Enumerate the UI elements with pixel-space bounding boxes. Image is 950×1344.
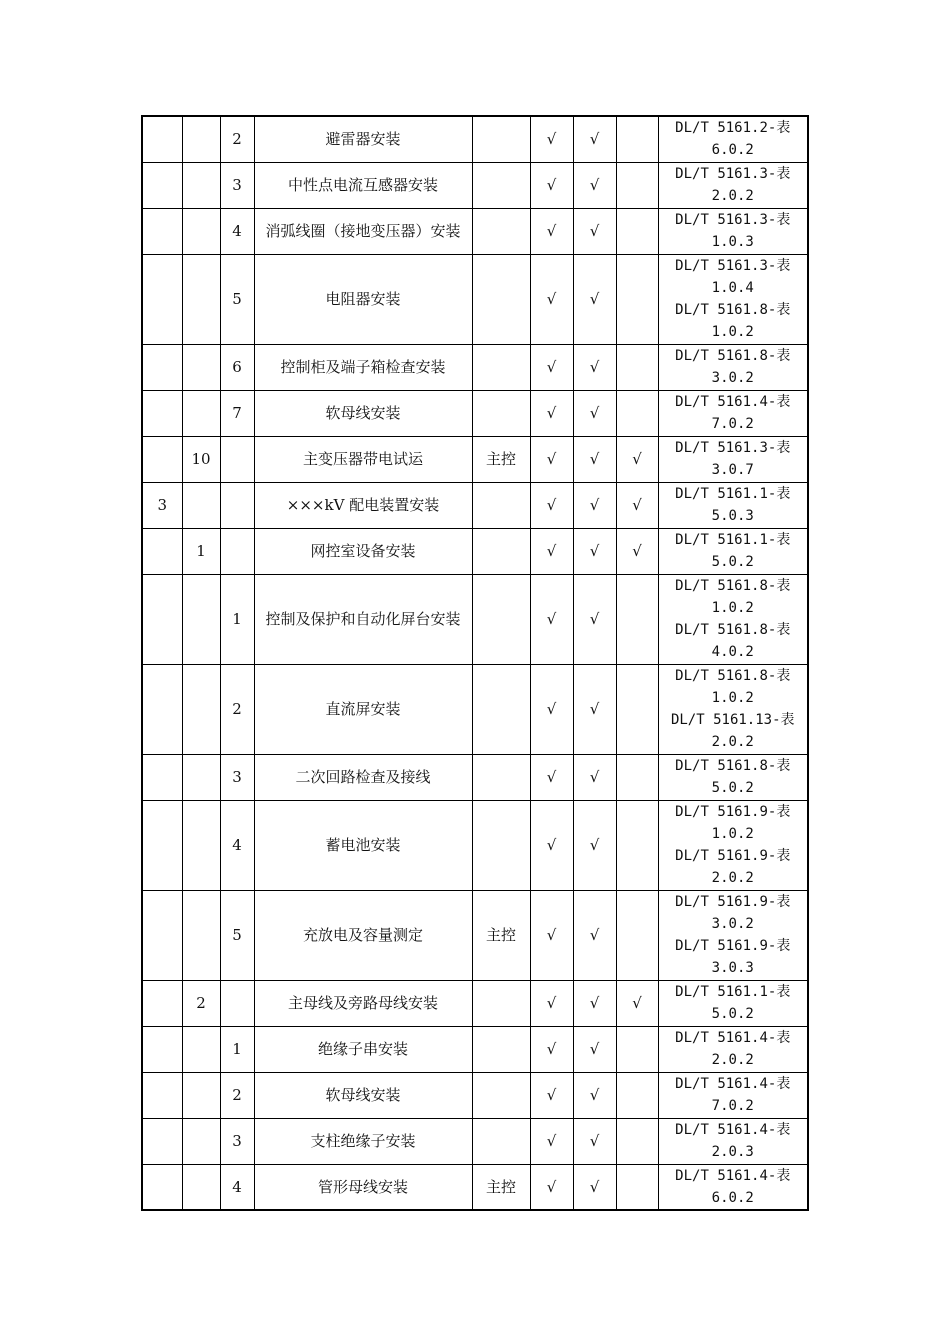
sub-project-number	[182, 574, 220, 664]
item-name: 网控室设备安装	[254, 528, 472, 574]
check-mark-2: √	[573, 1026, 616, 1072]
item-name: 主变压器带电试运	[254, 436, 472, 482]
item-name: 二次回路检查及接线	[254, 754, 472, 800]
control-point	[472, 1118, 530, 1164]
check-mark-1: √	[530, 754, 573, 800]
unit-project-number	[142, 344, 182, 390]
check-mark-2: √	[573, 482, 616, 528]
unit-project-number	[142, 1072, 182, 1118]
standard-reference-line: 1.0.2	[711, 826, 754, 842]
control-point: 主控	[472, 436, 530, 482]
check-mark-2: √	[573, 162, 616, 208]
item-number	[220, 482, 254, 528]
sub-project-number	[182, 1072, 220, 1118]
table-row	[142, 436, 808, 482]
table-row	[142, 664, 808, 754]
unit-project-number	[142, 980, 182, 1026]
item-name: 主母线及旁路母线安装	[254, 980, 472, 1026]
unit-project-number	[142, 1118, 182, 1164]
unit-project-number	[142, 574, 182, 664]
standard-reference-line: 6.0.2	[711, 142, 754, 159]
standard-reference-line: DL/T 5161.3-表	[675, 212, 791, 228]
standard-reference-line: 3.0.3	[711, 960, 754, 976]
standard-reference-line: 1.0.4	[711, 280, 754, 296]
item-number: 1	[220, 574, 254, 664]
standard-reference-line: DL/T 5161.9-表	[675, 848, 791, 864]
control-point	[472, 254, 530, 344]
control-point	[472, 482, 530, 528]
standard-reference-line: DL/T 5161.8-表	[675, 302, 791, 318]
item-name: 控制及保护和自动化屏台安装	[254, 574, 472, 664]
check-mark-2: √	[573, 890, 616, 980]
standard-reference-line: 2.0.2	[711, 870, 754, 886]
table-row	[142, 980, 808, 1026]
check-mark-1: √	[530, 1072, 573, 1118]
item-name: 中性点电流互感器安装	[254, 162, 472, 208]
sub-project-number	[182, 1026, 220, 1072]
unit-project-number	[142, 116, 182, 162]
check-mark-1: √	[530, 344, 573, 390]
standard-reference-line: 3.0.2	[711, 370, 754, 386]
check-mark-1: √	[530, 980, 573, 1026]
standard-reference	[658, 208, 808, 254]
control-point	[472, 1026, 530, 1072]
check-mark-2: √	[573, 528, 616, 574]
standard-reference-line: DL/T 5161.4-表	[675, 1030, 791, 1046]
table-row	[142, 116, 808, 162]
unit-project-number	[142, 890, 182, 980]
table-row	[142, 1118, 808, 1164]
check-mark-3	[616, 1072, 658, 1118]
standard-reference	[658, 1026, 808, 1072]
table-row	[142, 574, 808, 664]
table-row	[142, 482, 808, 528]
standard-reference	[658, 344, 808, 390]
unit-project-number	[142, 664, 182, 754]
control-point	[472, 390, 530, 436]
check-mark-2: √	[573, 800, 616, 890]
table-row	[142, 254, 808, 344]
sub-project-number	[182, 344, 220, 390]
item-name: 蓄电池安装	[254, 800, 472, 890]
standard-reference	[658, 116, 808, 162]
standard-reference-line: 3.0.2	[711, 916, 754, 932]
check-mark-1: √	[530, 390, 573, 436]
standard-reference	[658, 528, 808, 574]
item-name: 充放电及容量测定	[254, 890, 472, 980]
standard-reference	[658, 254, 808, 344]
unit-project-number	[142, 208, 182, 254]
standard-reference-line: 2.0.2	[711, 1052, 754, 1068]
control-point	[472, 980, 530, 1026]
table-row	[142, 1072, 808, 1118]
standard-reference-line: DL/T 5161.3-表	[675, 166, 791, 182]
check-mark-1: √	[530, 162, 573, 208]
item-name: 控制柜及端子箱检查安装	[254, 344, 472, 390]
control-point	[472, 574, 530, 664]
check-mark-2: √	[573, 254, 616, 344]
sub-project-number	[182, 1118, 220, 1164]
standard-reference-line: DL/T 5161.8-表	[675, 348, 791, 364]
check-mark-1: √	[530, 1026, 573, 1072]
item-name: 避雷器安装	[254, 116, 472, 162]
check-mark-3: √	[616, 980, 658, 1026]
standard-reference-line: 5.0.2	[711, 554, 754, 570]
sub-project-number: 1	[182, 528, 220, 574]
table-row	[142, 1164, 808, 1210]
standard-reference-line: 2.0.2	[711, 188, 754, 204]
standard-reference	[658, 482, 808, 528]
standard-reference-line: 1.0.2	[711, 324, 754, 340]
item-number	[220, 980, 254, 1026]
check-mark-3	[616, 800, 658, 890]
standard-reference	[658, 436, 808, 482]
standard-reference-line: DL/T 5161.4-表	[675, 394, 791, 410]
standard-reference-line: DL/T 5161.4-表	[675, 1167, 791, 1184]
item-number: 4	[220, 1164, 254, 1210]
table-row	[142, 754, 808, 800]
check-mark-3	[616, 1164, 658, 1210]
check-mark-1: √	[530, 208, 573, 254]
sub-project-number	[182, 254, 220, 344]
check-mark-1: √	[530, 890, 573, 980]
check-mark-3	[616, 1026, 658, 1072]
check-mark-3	[616, 116, 658, 162]
standard-reference-line: 4.0.2	[711, 644, 754, 660]
unit-project-number	[142, 254, 182, 344]
sub-project-number	[182, 482, 220, 528]
item-number: 3	[220, 1118, 254, 1164]
check-mark-2: √	[573, 1072, 616, 1118]
check-mark-1: √	[530, 528, 573, 574]
table-row	[142, 162, 808, 208]
item-number: 5	[220, 254, 254, 344]
unit-project-number	[142, 754, 182, 800]
sub-project-number	[182, 800, 220, 890]
standard-reference-line: 5.0.2	[711, 1006, 754, 1022]
standard-reference	[658, 890, 808, 980]
standard-reference	[658, 980, 808, 1026]
check-mark-1: √	[530, 1164, 573, 1210]
check-mark-1: √	[530, 664, 573, 754]
standard-reference-line: 5.0.3	[711, 508, 754, 524]
item-name: 管形母线安装	[254, 1164, 472, 1210]
control-point	[472, 528, 530, 574]
item-number: 2	[220, 1072, 254, 1118]
check-mark-3	[616, 574, 658, 664]
table-body	[142, 116, 808, 1210]
control-point	[472, 1072, 530, 1118]
check-mark-2: √	[573, 390, 616, 436]
sub-project-number	[182, 162, 220, 208]
standard-reference-line: DL/T 5161.9-表	[675, 804, 791, 820]
standard-reference-line: DL/T 5161.9-表	[675, 938, 791, 954]
item-name: 绝缘子串安装	[254, 1026, 472, 1072]
standard-reference-line: DL/T 5161.4-表	[675, 1076, 791, 1092]
unit-project-number	[142, 390, 182, 436]
unit-project-number	[142, 800, 182, 890]
item-number: 4	[220, 800, 254, 890]
unit-project-number	[142, 162, 182, 208]
check-mark-2: √	[573, 208, 616, 254]
item-number: 3	[220, 162, 254, 208]
standard-reference-line: DL/T 5161.2-表	[675, 120, 791, 137]
check-mark-2: √	[573, 754, 616, 800]
standard-reference-line: 1.0.2	[711, 600, 754, 616]
standard-reference	[658, 1072, 808, 1118]
item-number: 7	[220, 390, 254, 436]
item-number: 2	[220, 116, 254, 162]
standard-reference-line: DL/T 5161.13-表	[670, 712, 795, 728]
standard-reference-line: DL/T 5161.3-表	[675, 440, 791, 456]
control-point	[472, 664, 530, 754]
item-name: 支柱绝缘子安装	[254, 1118, 472, 1164]
check-mark-3: √	[616, 436, 658, 482]
standard-reference-line: DL/T 5161.8-表	[675, 622, 791, 638]
standard-reference-line: DL/T 5161.8-表	[675, 758, 791, 774]
table-row	[142, 1026, 808, 1072]
sub-project-number	[182, 1164, 220, 1210]
unit-project-number: 3	[142, 482, 182, 528]
item-number: 4	[220, 208, 254, 254]
item-name: 电阻器安装	[254, 254, 472, 344]
inspection-items-table	[141, 115, 809, 1211]
standard-reference	[658, 664, 808, 754]
check-mark-3: √	[616, 528, 658, 574]
standard-reference-line: 7.0.2	[711, 1098, 754, 1114]
check-mark-3	[616, 890, 658, 980]
standard-reference-line: DL/T 5161.8-表	[675, 668, 791, 684]
standard-reference-line: 6.0.2	[711, 1189, 754, 1206]
check-mark-2: √	[573, 1164, 616, 1210]
item-name: 消弧线圈（接地变压器）安装	[254, 208, 472, 254]
check-mark-2: √	[573, 1118, 616, 1164]
check-mark-1: √	[530, 800, 573, 890]
standard-reference	[658, 1164, 808, 1210]
standard-reference-line: DL/T 5161.1-表	[675, 486, 791, 502]
item-number: 5	[220, 890, 254, 980]
standard-reference	[658, 754, 808, 800]
table-row	[142, 890, 808, 980]
table-row	[142, 390, 808, 436]
control-point	[472, 162, 530, 208]
check-mark-1: √	[530, 436, 573, 482]
check-mark-2: √	[573, 436, 616, 482]
check-mark-1: √	[530, 482, 573, 528]
item-name: 软母线安装	[254, 390, 472, 436]
unit-project-number	[142, 528, 182, 574]
check-mark-2: √	[573, 344, 616, 390]
sub-project-number	[182, 754, 220, 800]
control-point	[472, 116, 530, 162]
standard-reference-line: 1.0.2	[711, 690, 754, 706]
table-row	[142, 528, 808, 574]
check-mark-1: √	[530, 574, 573, 664]
unit-project-number	[142, 1164, 182, 1210]
standard-reference-line: 3.0.7	[711, 462, 754, 478]
table-row	[142, 208, 808, 254]
standard-reference-line: 2.0.3	[711, 1144, 754, 1160]
standard-reference-line: 7.0.2	[711, 416, 754, 432]
item-name: 直流屏安装	[254, 664, 472, 754]
table-row	[142, 800, 808, 890]
item-number: 6	[220, 344, 254, 390]
check-mark-3	[616, 390, 658, 436]
control-point: 主控	[472, 890, 530, 980]
item-number: 2	[220, 664, 254, 754]
standard-reference	[658, 162, 808, 208]
check-mark-3	[616, 664, 658, 754]
standard-reference	[658, 1118, 808, 1164]
standard-reference-line: DL/T 5161.9-表	[675, 894, 791, 910]
check-mark-2: √	[573, 574, 616, 664]
standard-reference-line: 2.0.2	[711, 734, 754, 750]
sub-project-number: 2	[182, 980, 220, 1026]
sub-project-number	[182, 390, 220, 436]
standard-reference-line: DL/T 5161.1-表	[675, 532, 791, 548]
standard-reference	[658, 800, 808, 890]
check-mark-2: √	[573, 116, 616, 162]
control-point	[472, 344, 530, 390]
unit-project-number	[142, 436, 182, 482]
check-mark-1: √	[530, 254, 573, 344]
control-point	[472, 800, 530, 890]
item-name: ×××kV 配电装置安装	[254, 482, 472, 528]
control-point: 主控	[472, 1164, 530, 1210]
item-number: 1	[220, 1026, 254, 1072]
item-number	[220, 528, 254, 574]
check-mark-3	[616, 254, 658, 344]
standard-reference-line: DL/T 5161.3-表	[675, 258, 791, 274]
control-point	[472, 754, 530, 800]
sub-project-number: 10	[182, 436, 220, 482]
check-mark-1: √	[530, 116, 573, 162]
table-row	[142, 344, 808, 390]
sub-project-number	[182, 664, 220, 754]
sub-project-number	[182, 116, 220, 162]
standard-reference-line: DL/T 5161.1-表	[675, 984, 791, 1000]
standard-reference-line: 5.0.2	[711, 780, 754, 796]
check-mark-3: √	[616, 482, 658, 528]
item-number: 3	[220, 754, 254, 800]
check-mark-3	[616, 1118, 658, 1164]
item-name: 软母线安装	[254, 1072, 472, 1118]
check-mark-2: √	[573, 664, 616, 754]
unit-project-number	[142, 1026, 182, 1072]
check-mark-3	[616, 754, 658, 800]
check-mark-1: √	[530, 1118, 573, 1164]
check-mark-3	[616, 344, 658, 390]
check-mark-3	[616, 208, 658, 254]
standard-reference	[658, 390, 808, 436]
control-point	[472, 208, 530, 254]
check-mark-2: √	[573, 980, 616, 1026]
sub-project-number	[182, 890, 220, 980]
standard-reference-line: DL/T 5161.4-表	[675, 1122, 791, 1138]
check-mark-3	[616, 162, 658, 208]
item-number	[220, 436, 254, 482]
standard-reference-line: 1.0.3	[711, 234, 754, 250]
standard-reference-line: DL/T 5161.8-表	[675, 578, 791, 594]
sub-project-number	[182, 208, 220, 254]
standard-reference	[658, 574, 808, 664]
